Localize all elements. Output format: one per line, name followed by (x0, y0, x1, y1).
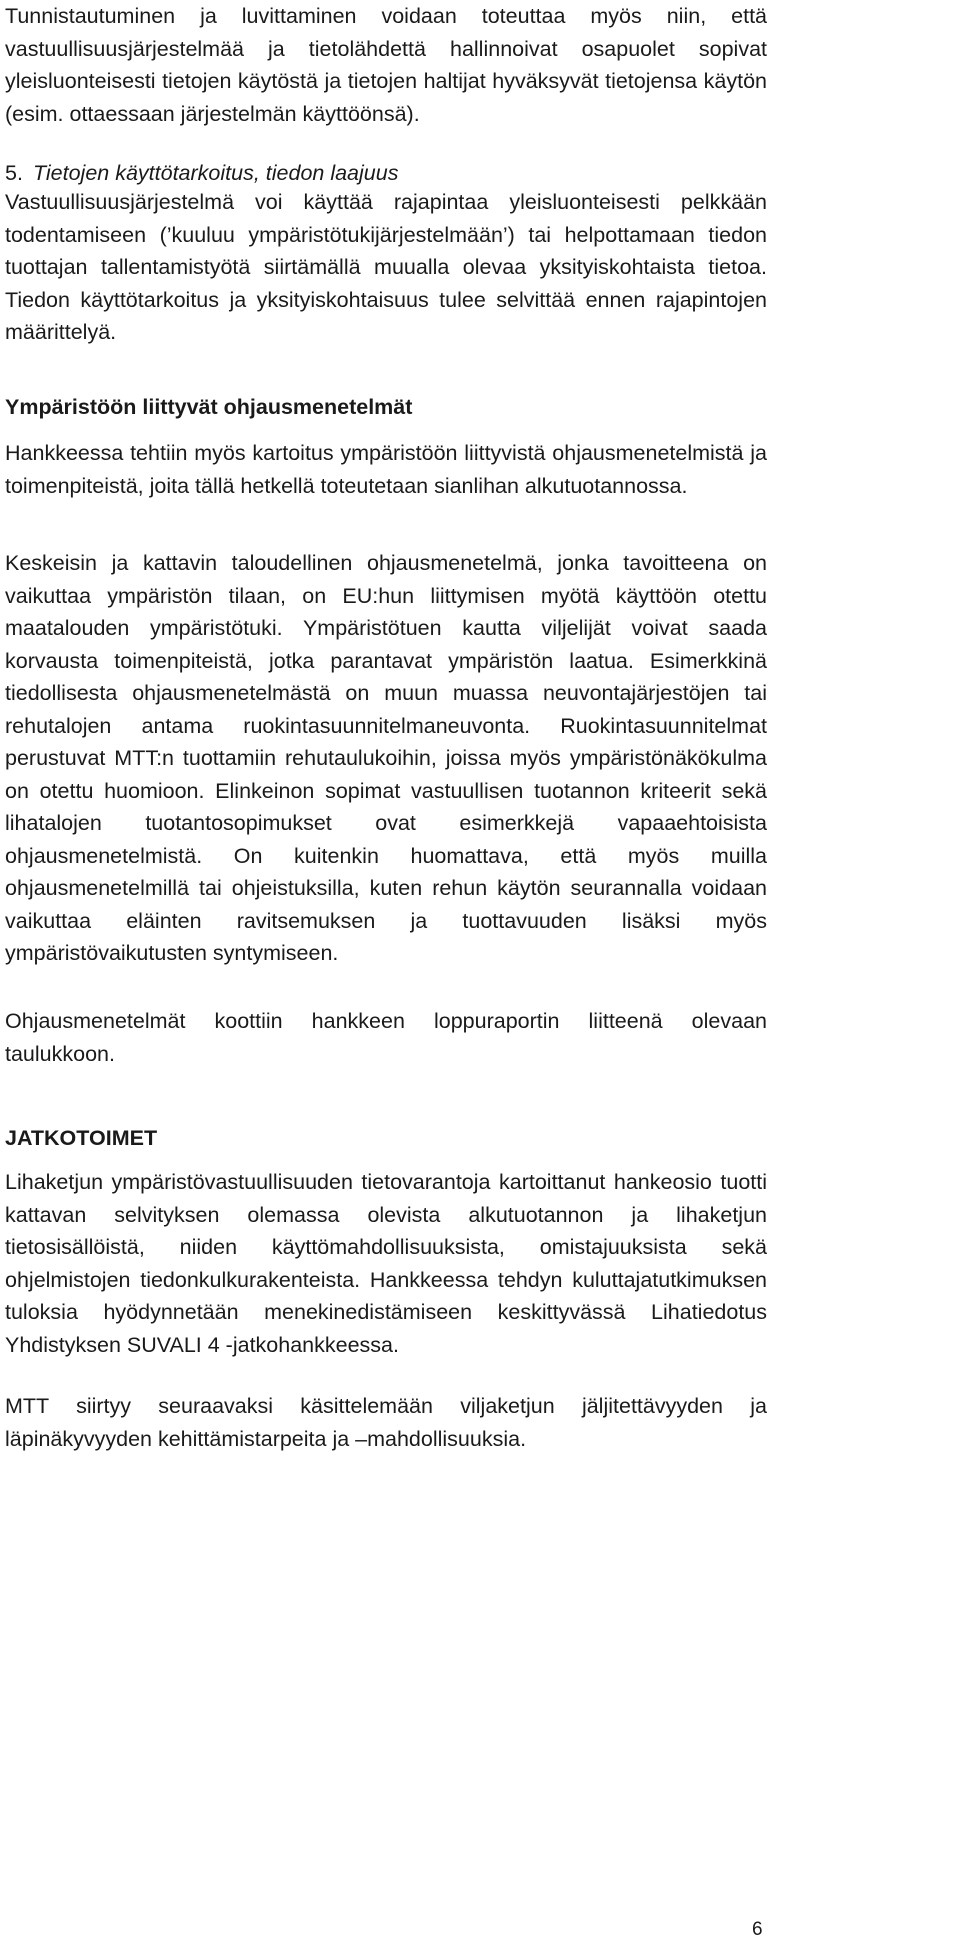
environment-heading: Ympäristöön liittyvät ohjausmenetelmät (5, 395, 413, 419)
followup-paragraph-2: MTT siirtyy seuraavaksi käsittelemään viljaketjun jäljitettävyyden ja läpinäkyvyyden kehittämistarpeita ja –mahdollisuuksia. (5, 1394, 767, 1451)
section-5-number: 5. (5, 161, 23, 185)
followup-paragraph-1: Lihaketjun ympäristövastuullisuuden tietovarantoja kartoittanut hankeosio tuotti kattavan selvityksen olemassa olevista alkutuotannon ja lihaketjun tietosisällöistä, niiden käyttömahdollisuuksista, omistajuuksista sekä ohjelmistojen tiedonkulkurakenteista. Hankkeessa tehdyn kuluttajatutkimuksen tuloksia hyödynnetään menekinedistämiseen keskittyvässä Lihatiedotus Yhdistyksen SUVALI 4 -jatkohankkeessa. (5, 1170, 767, 1357)
followup-heading: JATKOTOIMET (5, 1126, 158, 1150)
section-5-title (5, 157, 767, 190)
environment-paragraph-1: Hankkeessa tehtiin myös kartoitus ympäristöön liittyvistä ohjausmenetelmistä ja toimenpiteistä, joita tällä hetkellä toteutetaan sianlihan alkutuotannossa. (5, 441, 767, 498)
environment-paragraph-3: Ohjausmenetelmät koottiin hankkeen loppuraportin liitteenä olevaan taulukkoon. (5, 1009, 767, 1066)
intro-paragraph: Tunnistautuminen ja luvittaminen voidaan toteuttaa myös niin, että vastuullisuusjärjestelmää ja tietolähdettä hallinnoivat osapuolet sopivat yleisluonteisesti tietojen käytöstä ja tietojen haltijat hyväksyvät tietojensa käytön (esim. ottaessaan järjestelmän käyttöönsä). (5, 4, 767, 126)
section-5-title-text: Tietojen käyttötarkoitus, tiedon laajuus (32, 161, 399, 185)
page-number: 6 (752, 1919, 763, 1940)
section-5-body: Vastuullisuusjärjestelmä voi käyttää rajapintaa yleisluonteisesti pelkkään todentamiseen (’kuuluu ympäristötukijärjestelmään’) tai helpottamaan tiedon tuottajan tallentamistyötä siirtämällä muualla olevaa yksityiskohtaista tietoa. Tiedon käyttötarkoitus ja yksityiskohtaisuus tulee selvittää ennen rajapintojen määrittelyä. (5, 190, 767, 344)
environment-paragraph-2: Keskeisin ja kattavin taloudellinen ohjausmenetelmä, jonka tavoitteena on vaikuttaa ympäristön tilaan, on EU:hun liittymisen myötä käyttöön otettu maatalouden ympäristötuki. Ympäristötuen kautta viljelijät voivat saada korvausta toimenpiteistä, jotka parantavat ympäristön laatua. Esimerkkinä tiedollisesta ohjausmenetelmästä on muun muassa neuvontajärjestöjen tai rehutalojen antama ruokintasuunnitelmaneuvonta. Ruokintasuunnitelmat perustuvat MTT:n tuottamiin rehutaulukoihin, joissa myös ympäristönäkökulma on otettu huomioon. Elinkeinon sopimat vastuullisen tuotannon kriteerit sekä lihatalojen tuotantosopimukset ovat esimerkkejä vapaaehtoisista ohjausmenetelmistä. On kuitenkin huomattava, että myös muilla ohjausmenetelmillä tai ohjeistuksilla, kuten rehun käytön seurannalla voidaan vaikuttaa eläinten ravitsemuksen ja tuottavuuden lisäksi myös ympäristövaikutusten syntymiseen. (5, 551, 767, 965)
